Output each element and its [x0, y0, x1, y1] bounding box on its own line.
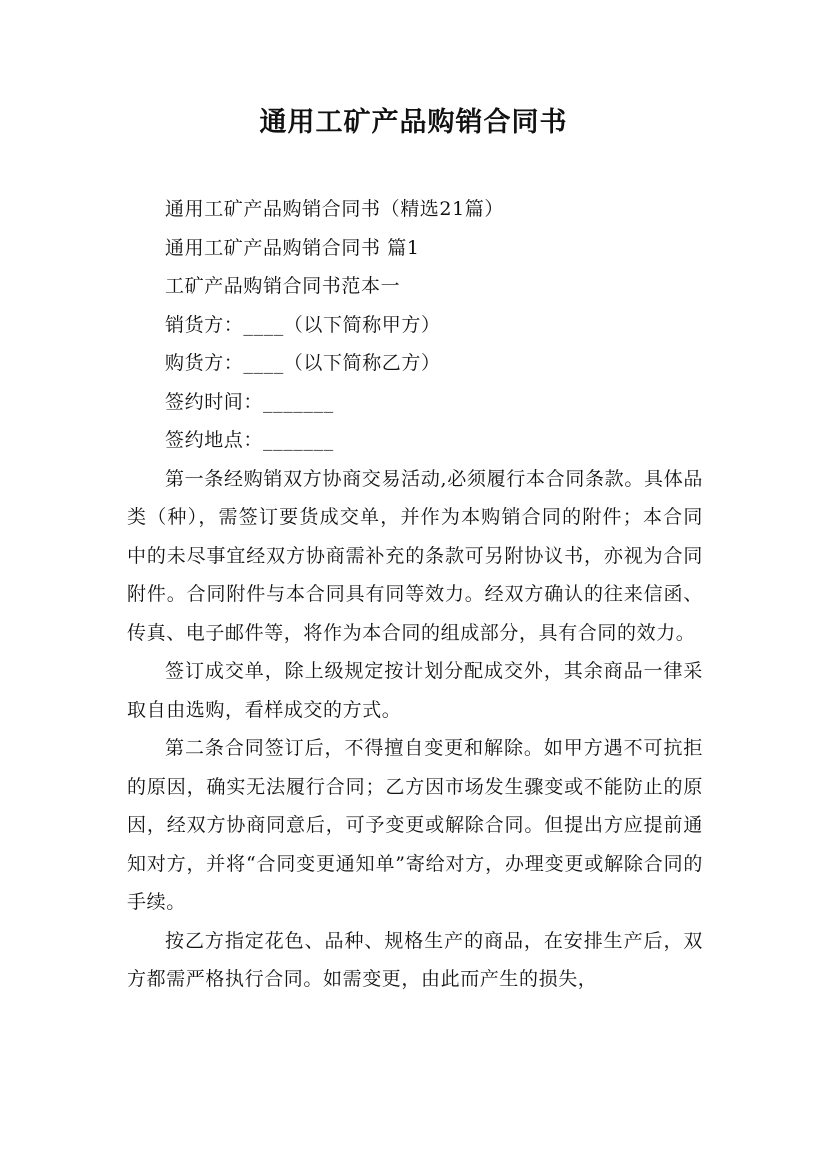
- document-title: 通用工矿产品购销合同书: [259, 107, 568, 138]
- paragraph-signing-place: 签约地点：_______: [165, 429, 334, 451]
- paragraph-collection-title: 通用工矿产品购销合同书（精选21篇）: [165, 198, 504, 220]
- paragraph-template-name: 工矿产品购销合同书范本一: [165, 275, 401, 297]
- paragraph-article-2: 第二条合同签订后，不得擅自变更和解除。如甲方遇不可抗拒的原因，确实无法履行合同；乙方因市场发生骤变或不能防止的原因，经双方协商同意后，可予变更或解除合同。但提出方应提前通知对方，并将“合同变更通知单”寄给对方，办理变更或解除合同的手续。: [127, 737, 703, 913]
- paragraph-signing-time: 签约时间：_______: [165, 390, 334, 413]
- paragraph-section-heading: 通用工矿产品购销合同书 篇1: [165, 236, 420, 259]
- paragraph-article-1: 第一条经购销双方协商交易活动,必须履行本合同条款。具体品类（种），需签订要货成交单，并作为本购销合同的附件；本合同中的未尽事宜经双方协商需补充的条款可另附协议书，亦视为合同附件。合同附件与本合同具有同等效力。经双方确认的往来信函、传真、电子邮件等，将作为本合同的组成部分，具有合同的效力。: [127, 467, 703, 644]
- paragraph-order-form: 签订成交单，除上级规定按计划分配成交外，其余商品一律采取自由选购，看样成交的方式。: [127, 660, 703, 721]
- paragraph-custom-production: 按乙方指定花色、品种、规格生产的商品，在安排生产后，双方都需严格执行合同。如需变更，由此而产生的损失，: [127, 929, 703, 990]
- document-body: [127, 190, 703, 999]
- paragraph-seller: 销货方：____（以下简称甲方）: [165, 313, 441, 336]
- paragraph-buyer: 购货方：____（以下简称乙方）: [165, 352, 441, 374]
